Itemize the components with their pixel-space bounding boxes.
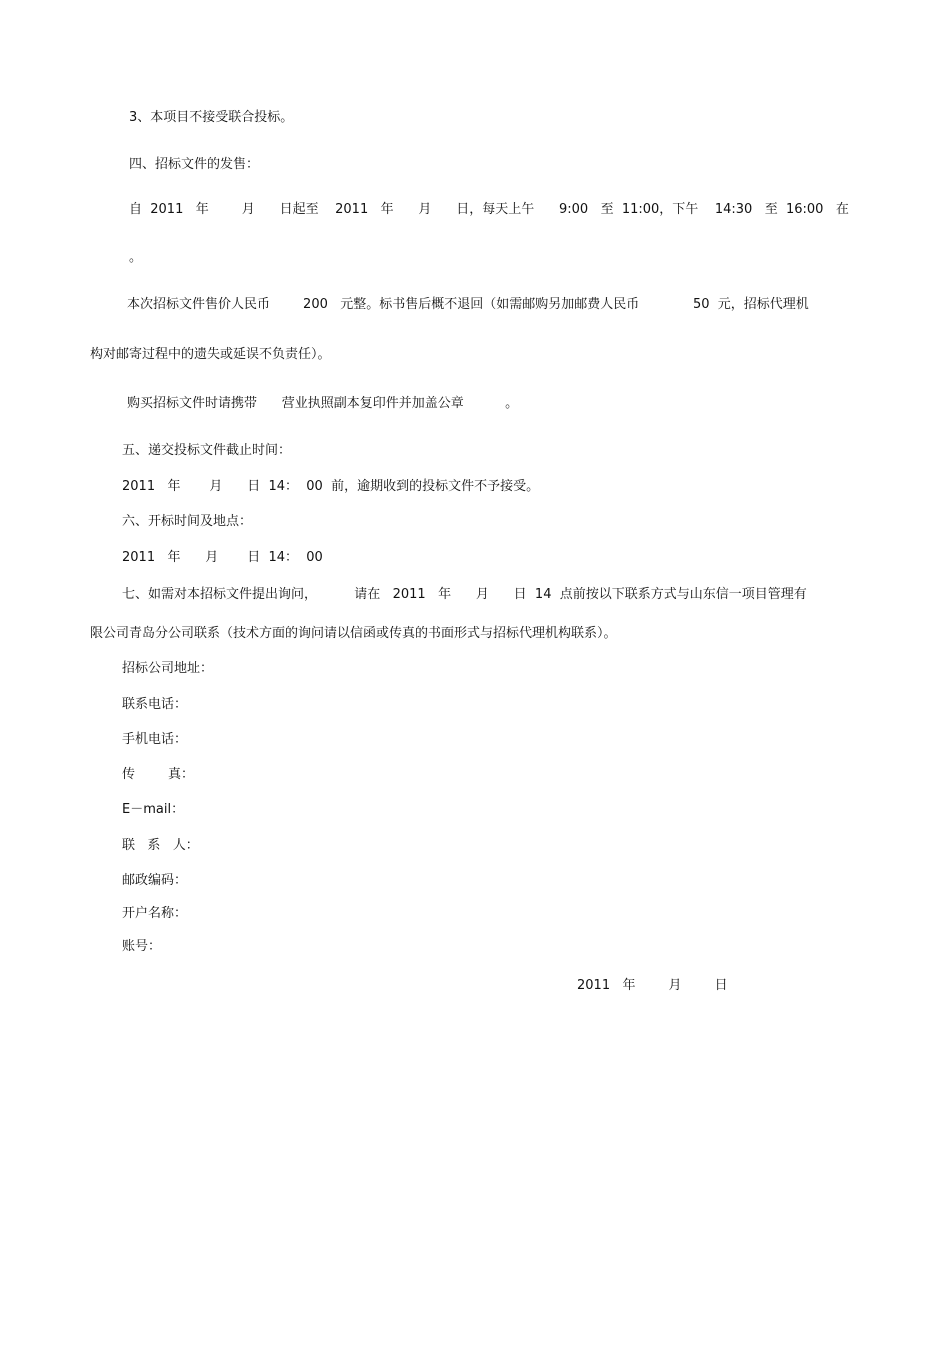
price-text-line-1: 本次招标文件售价人民币 200 元整。标书售后概不退回（如需邮购另加邮费人民币 50 元，招标代理机 — [127, 297, 809, 312]
contact-phone-label: 联系电话： — [122, 697, 188, 712]
sale-time-text: 自 2011 年 月 日起至 2011 年 月 日，每天上午 9:00 至 11:00，下午 14:30 至 16:00 在 — [129, 202, 849, 217]
section-heading-sale: 四、招标文件的发售： — [129, 157, 260, 172]
contact-account-number-label: 账号： — [122, 939, 162, 954]
section-heading-opening: 六、开标时间及地点： — [122, 514, 253, 529]
sale-place-end: 。 — [129, 250, 143, 265]
contact-fax-label: 传 真： — [122, 767, 195, 782]
opening-text: 2011 年 月 日 14： 00 — [122, 550, 323, 565]
inquiry-text-line-2: 限公司青岛分公司联系（技术方面的询问请以信函或传真的书面形式与招标代理机构联系）。 — [90, 626, 617, 641]
joint-bid-clause: 3、本项目不接受联合投标。 — [129, 110, 294, 125]
contact-mobile-label: 手机电话： — [122, 732, 188, 747]
document-date: 2011 年 月 日 — [577, 978, 728, 993]
contact-address-label: 招标公司地址： — [122, 661, 214, 676]
contact-email-label: E－mail： — [122, 802, 185, 817]
contact-account-name-label: 开户名称： — [122, 906, 188, 921]
inquiry-text-line-1: 七、如需对本招标文件提出询问， 请在 2011 年 月 日 14 点前按以下联系方式与山东信一项目管理有 — [122, 587, 807, 602]
price-text-line-2: 构对邮寄过程中的遗失或延误不负责任）。 — [90, 347, 331, 362]
deadline-text: 2011 年 月 日 14： 00 前，逾期收到的投标文件不予接受。 — [122, 479, 540, 494]
contact-postcode-label: 邮政编码： — [122, 873, 188, 888]
contact-person-label: 联 系 人： — [122, 838, 199, 853]
bring-documents-text: 购买招标文件时请携带 营业执照副本复印件并加盖公章 。 — [127, 396, 519, 411]
section-heading-deadline: 五、递交投标文件截止时间： — [122, 443, 292, 458]
